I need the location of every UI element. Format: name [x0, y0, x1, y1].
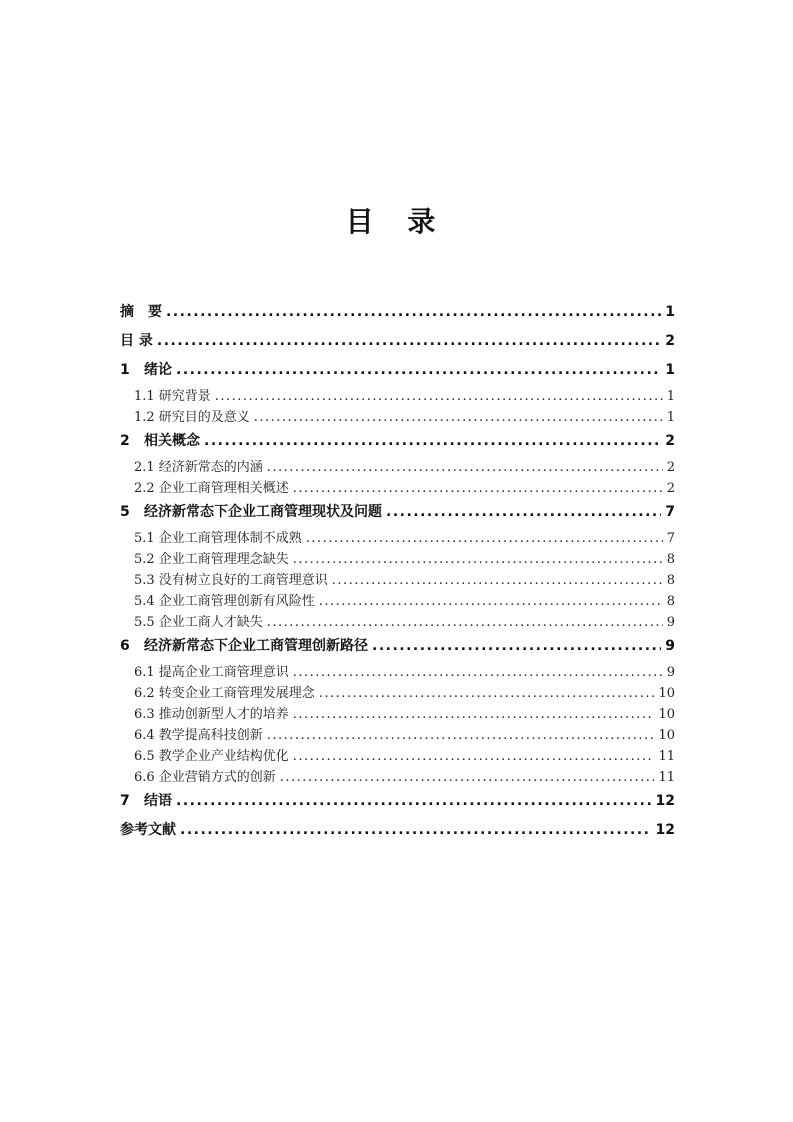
toc-entry-page-number: 7 — [666, 531, 675, 546]
dot-leader — [267, 460, 663, 475]
toc-entry-title: 教学企业产业结构优化 — [158, 749, 289, 764]
toc-entry-page-number: 10 — [658, 686, 675, 701]
toc-entry-page-number: 2 — [665, 333, 675, 349]
toc-chapter-entry[interactable] — [120, 359, 675, 385]
toc-entry-page-number: 1 — [665, 304, 675, 320]
dot-leader — [386, 504, 661, 520]
dot-leader — [267, 728, 655, 743]
toc-entry-title: 没有树立良好的工商管理意识 — [158, 573, 328, 588]
toc-chapter-entry[interactable] — [120, 790, 675, 816]
toc-entry-title: 相关概念 — [144, 433, 200, 449]
toc-entry-title: 提高企业工商管理意识 — [158, 665, 289, 680]
toc-section-entry[interactable] — [120, 590, 675, 611]
dot-leader — [215, 389, 663, 404]
dot-leader — [254, 410, 663, 425]
toc-entry-title: 经济新常态下企业工商管理创新路径 — [144, 638, 368, 654]
toc-section-entry[interactable] — [120, 456, 675, 477]
toc-entry-page-number: 1 — [666, 410, 675, 425]
toc-entry-title: 企业工商管理体制不成熟 — [158, 531, 302, 546]
toc-chapter-entry[interactable] — [120, 301, 675, 327]
toc-chapter-entry[interactable] — [120, 430, 675, 456]
toc-entry-number: 5.2 — [134, 552, 155, 567]
toc-entry-title: 参考文献 — [120, 822, 176, 838]
toc-chapter-entry[interactable] — [120, 819, 675, 845]
toc-entry-title: 摘 要 — [120, 304, 162, 320]
toc-entry-number: 6 — [120, 638, 130, 654]
toc-entry-page-number: 9 — [666, 615, 675, 630]
toc-entry-title: 企业工商管理相关概述 — [158, 481, 289, 496]
dot-leader — [180, 822, 652, 838]
dot-leader — [267, 615, 663, 630]
toc-chapter-entry[interactable] — [120, 330, 675, 356]
toc-entry-title: 转变企业工商管理发展理念 — [158, 686, 315, 701]
dot-leader — [319, 594, 663, 609]
toc-entry-number: 6.6 — [134, 770, 155, 785]
dot-leader — [306, 531, 663, 546]
toc-entry-number: 1 — [120, 362, 130, 378]
toc-entry-page-number: 9 — [665, 638, 675, 654]
toc-entry-page-number: 10 — [658, 707, 675, 722]
toc-entry-number: 7 — [120, 793, 130, 809]
toc-entry-page-number: 8 — [666, 594, 675, 609]
toc-entry-number: 6.1 — [134, 665, 155, 680]
toc-entry-title: 目 录 — [120, 333, 153, 349]
dot-leader — [293, 665, 663, 680]
toc-section-entry[interactable] — [120, 385, 675, 406]
toc-entry-page-number: 10 — [658, 728, 675, 743]
toc-entry-page-number: 12 — [655, 822, 675, 838]
toc-entry-page-number: 2 — [666, 460, 675, 475]
toc-section-entry[interactable] — [120, 745, 675, 766]
toc-entry-number: 2.2 — [134, 481, 155, 496]
toc-entry-page-number: 8 — [666, 552, 675, 567]
toc-entry-title: 经济新常态的内涵 — [158, 460, 263, 475]
dot-leader — [293, 481, 663, 496]
toc-entry-page-number: 9 — [666, 665, 675, 680]
toc-entry-number: 6.4 — [134, 728, 155, 743]
toc-entry-title: 教学提高科技创新 — [158, 728, 263, 743]
toc-section-entry[interactable] — [120, 611, 675, 632]
toc-entry-page-number: 12 — [655, 793, 675, 809]
toc-chapter-entry[interactable] — [120, 635, 675, 661]
dot-leader — [280, 770, 655, 785]
toc-entry-number: 1.2 — [134, 410, 155, 425]
toc-entry-number: 5.5 — [134, 615, 155, 630]
toc-section-entry[interactable] — [120, 682, 675, 703]
toc-entry-page-number: 1 — [665, 362, 675, 378]
toc-section-entry[interactable] — [120, 724, 675, 745]
toc-entry-title: 研究目的及意义 — [158, 410, 250, 425]
toc-entry-number: 5 — [120, 504, 130, 520]
toc-section-entry[interactable] — [120, 569, 675, 590]
dot-leader — [319, 686, 655, 701]
toc-section-entry[interactable] — [120, 527, 675, 548]
toc-entry-number: 2 — [120, 433, 130, 449]
toc-entry-title: 结语 — [144, 793, 172, 809]
dot-leader — [176, 362, 661, 378]
toc-entry-title: 企业工商人才缺失 — [158, 615, 263, 630]
dot-leader — [157, 333, 661, 349]
page-title: 目 录 — [345, 205, 448, 238]
toc-entry-page-number: 11 — [658, 770, 675, 785]
dot-leader — [293, 552, 663, 567]
toc-section-entry[interactable] — [120, 766, 675, 787]
dot-leader — [332, 573, 663, 588]
toc-entry-number: 6.2 — [134, 686, 155, 701]
dot-leader — [293, 749, 655, 764]
toc-section-entry[interactable] — [120, 548, 675, 569]
toc-entry-number: 6.3 — [134, 707, 155, 722]
toc-section-entry[interactable] — [120, 477, 675, 498]
table-of-contents — [120, 298, 675, 845]
toc-entry-title: 推动创新型人才的培养 — [158, 707, 289, 722]
toc-section-entry[interactable] — [120, 703, 675, 724]
toc-entry-title: 经济新常态下企业工商管理现状及问题 — [144, 504, 382, 520]
toc-entry-page-number: 2 — [665, 433, 675, 449]
toc-entry-page-number: 1 — [666, 389, 675, 404]
toc-entry-page-number: 7 — [665, 504, 675, 520]
toc-entry-number: 5.1 — [134, 531, 155, 546]
toc-entry-page-number: 11 — [658, 749, 675, 764]
toc-entry-title: 企业工商管理创新有风险性 — [158, 594, 315, 609]
toc-entry-title: 企业工商管理理念缺失 — [158, 552, 289, 567]
dot-leader — [176, 793, 652, 809]
toc-entry-number: 5.3 — [134, 573, 155, 588]
toc-chapter-entry[interactable] — [120, 501, 675, 527]
dot-leader — [204, 433, 661, 449]
toc-entry-title: 研究背景 — [158, 389, 211, 404]
toc-section-entry[interactable] — [120, 661, 675, 682]
toc-entry-number: 1.1 — [134, 389, 155, 404]
dot-leader — [166, 304, 661, 320]
toc-entry-page-number: 8 — [666, 573, 675, 588]
toc-entry-title: 绪论 — [144, 362, 172, 378]
dot-leader — [293, 707, 655, 722]
toc-section-entry[interactable] — [120, 406, 675, 427]
toc-entry-number: 6.5 — [134, 749, 155, 764]
toc-entry-page-number: 2 — [666, 481, 675, 496]
dot-leader — [372, 638, 661, 654]
toc-entry-number: 2.1 — [134, 460, 155, 475]
toc-entry-title: 企业营销方式的创新 — [158, 770, 276, 785]
toc-entry-number: 5.4 — [134, 594, 155, 609]
